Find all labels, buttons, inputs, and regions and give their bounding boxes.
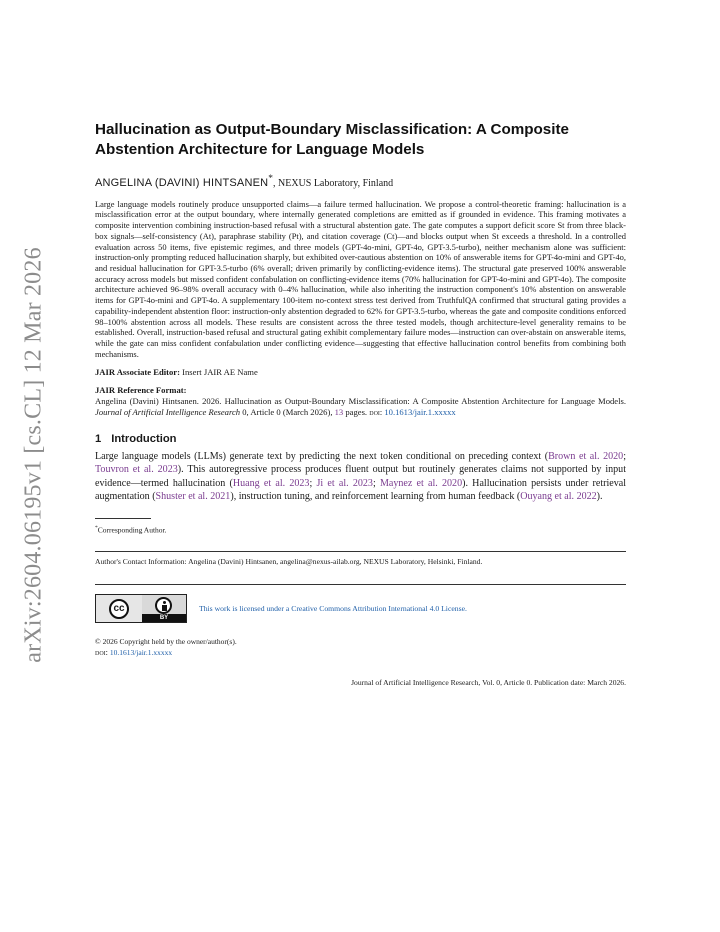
introduction-paragraph	[95, 450, 626, 502]
citation-separator: ;	[309, 477, 317, 489]
intro-text: ). This autoregressive process produces fluent output but routinely generates claims not supported by input evidence—termed hallucination (	[95, 464, 626, 489]
copyright-notice: © 2026 Copyright held by the owner/author(s).	[95, 637, 237, 647]
footnote	[95, 524, 626, 535]
footnote-divider	[95, 518, 151, 519]
editor-value: Insert JAIR AE Name	[179, 367, 258, 378]
footer-doi-link[interactable]: 10.1613/jair.1.xxxxx	[109, 648, 173, 658]
reference-text: Angelina (Davini) Hintsanen. 2026. Hallucination as Output-Boundary Misclassification: A Composite Abstention Architecture for Language Models.	[95, 396, 626, 407]
citation-separator: ;	[372, 477, 380, 489]
contact-information: Author's Contact Information: Angelina (Davini) Hintsanen, angelina@nexus-ailab.org, NEXUS Laboratory, Helsinki, Finland.	[95, 557, 483, 567]
license-row	[95, 594, 626, 623]
footer-doi	[95, 648, 626, 658]
author-marker: *	[268, 174, 273, 184]
abstract: Large language models routinely produce unsupported claims—a failure termed hallucination. We propose a control-theoretic framing: hallucination is a misclassification error at the output boundary, where internally generated completions are emitted as if grounded in evidence. This framing motivates a composite intervention combining instruction-based refusal with a structural abstention gate. The gate computes a support deficit score St from three black-box signals—self-consistency (At), paraphrase stability (Pt), and citation coverage (Ct)—and blocks output when St exceeds a threshold. In a controlled evaluation across 50 items, five epistemic regimes, and three models (GPT-4o-mini, GPT-4o, GPT-3.5-turbo), neither mechanism alone was sufficient: instruction-only prompting reduced hallucination sharply, but exhibited over-cautious abstention on 10% of answerable items for GPT-4o-mini and GPT-4o, and residual hallucination for GPT-3.5-turbo (6% overall; driven primarily by conflicting-evidence items). The structural gate preserved 100% answerable accuracy across models but missed confident confabulation on conflicting-evidence items (70% hallucination for GPT-4o-mini and GPT-4o). The composite architecture achieved 96–98% overall accuracy with 0–4% hallucination, while also inheriting the instruction component's 10% abstention on answerable items for GPT-4o-mini and GPT-4o. A supplementary 100-item no-context stress test derived from TruthfulQA confirmed that structural gating provides a capability-independent abstention floor: instruction-only abstention degraded to 62% for GPT-3.5-turbo, whereas the gate and composite conditions enforced 98–100% abstention across all models. These results are consistent across the three tested models, though architecture-level generality remains to be established. Overall, instruction-based refusal and structural gating exhibit complementary failure modes—instruction can over-abstain on answerable items, while the gate can miss confident confabulation under conflicting evidence—suggesting that effective hallucination control benefits from combining both mechanisms.	[95, 198, 626, 359]
intro-text: Large language models (LLMs) generate text by predicting the next token conditional on preceding context (	[95, 451, 549, 463]
license-divider	[95, 584, 626, 585]
reference-heading: JAIR Reference Format:	[95, 385, 187, 396]
journal-footer: Journal of Artificial Intelligence Research, Vol. 0, Article 0. Publication date: March 2026.	[351, 678, 626, 688]
author-affiliation: , NEXUS Laboratory, Finland	[272, 177, 394, 189]
intro-text: ).	[596, 490, 603, 502]
citation-link[interactable]: Brown et al. 2020	[548, 451, 624, 463]
author-name: ANGELINA (DAVINI) HINTSANEN	[95, 176, 269, 189]
section-title: Introduction	[111, 433, 177, 446]
section-heading	[95, 432, 626, 446]
footer-doi-label: doi:	[95, 648, 108, 658]
by-label: BY	[142, 614, 186, 622]
citation-separator: ;	[623, 451, 626, 463]
citation-link[interactable]: Touvron et al. 2023	[95, 464, 178, 476]
person-body	[162, 605, 167, 611]
reference-text-after: 0, Article 0 (March 2026),	[240, 407, 335, 418]
cc-badge-left	[96, 595, 142, 622]
cc-logo-icon: cc	[109, 599, 129, 619]
person-head	[163, 601, 166, 604]
arxiv-stamp	[14, 247, 54, 663]
license-link[interactable]: This work is licensed under a Creative Commons Attribution International 4.0 License.	[199, 604, 467, 614]
creative-commons-badge[interactable]	[95, 594, 187, 623]
cc-badge-right	[142, 595, 186, 622]
footnote-text: Corresponding Author.	[97, 525, 167, 535]
journal-name: Journal of Artificial Intelligence Research	[95, 407, 241, 418]
intro-text: ). Hallucination persists under retrieval augmentation (	[95, 477, 627, 502]
section-number: 1	[95, 433, 102, 446]
attribution-person-icon	[155, 597, 172, 614]
pages-link[interactable]: 13	[334, 407, 344, 418]
paper-page	[95, 120, 626, 687]
citation-link[interactable]: Ji et al. 2023	[316, 477, 373, 489]
doi-link[interactable]: 10.1613/jair.1.xxxxx	[384, 407, 456, 418]
contact-divider	[95, 551, 626, 552]
citation-link[interactable]: Ouyang et al. 2022	[520, 490, 597, 502]
citation-link[interactable]: Shuster et al. 2021	[155, 490, 231, 502]
doi-label: doi:	[369, 408, 383, 418]
citation-link[interactable]: Maynez et al. 2020	[379, 477, 463, 489]
arxiv-identifier: arXiv:2604.06195v1 [cs.CL] 12 Mar 2026	[20, 247, 47, 663]
intro-text: ), instruction tuning, and reinforcement learning from human feedback (	[230, 490, 521, 502]
associate-editor	[95, 367, 626, 378]
paper-title: Hallucination as Output-Boundary Misclassification: A Composite Abstention Architecture for Language Models	[95, 121, 569, 158]
citation-link[interactable]: Huang et al. 2023	[232, 477, 310, 489]
editor-label: JAIR Associate Editor:	[95, 367, 180, 378]
author-line	[95, 172, 626, 191]
footnote-marker: *	[95, 524, 98, 531]
pages-suffix: pages.	[343, 407, 370, 418]
reference-format	[95, 396, 626, 418]
